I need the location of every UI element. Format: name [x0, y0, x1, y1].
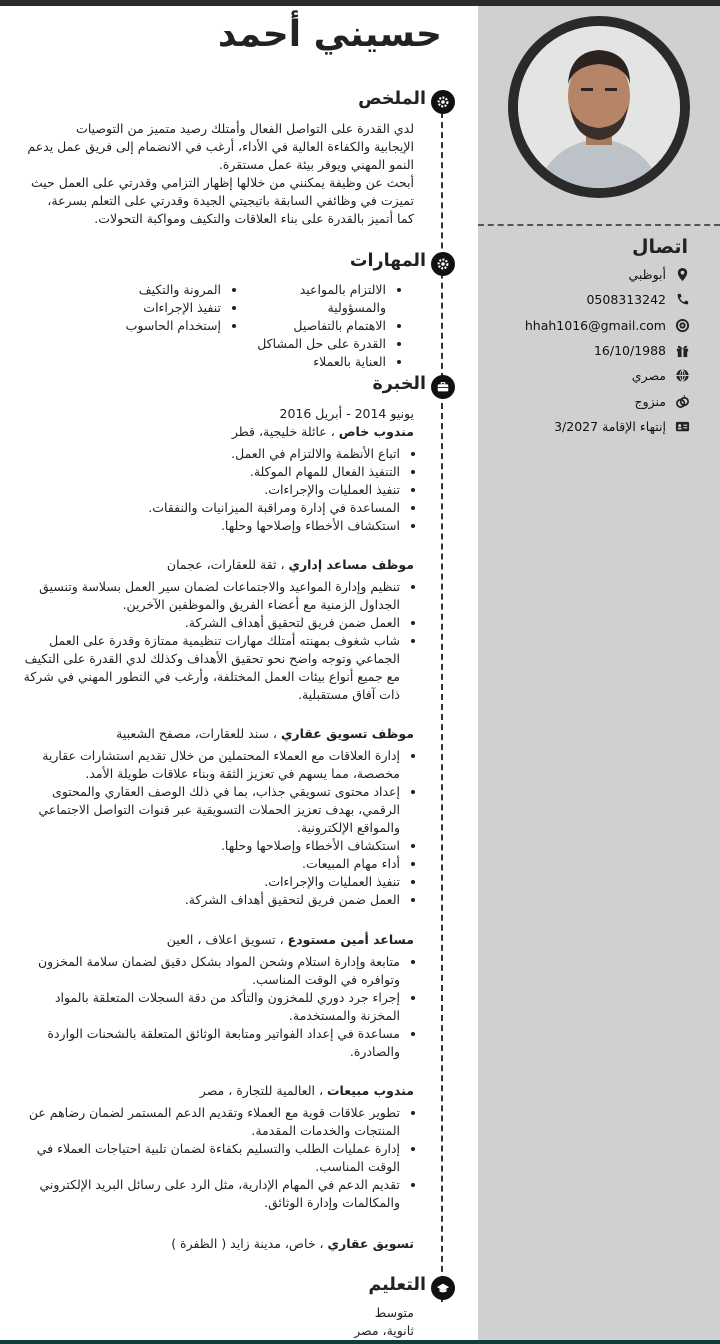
job-bullets — [22, 445, 414, 535]
summary-line: الإيجابية والكفاءة العالية في الأداء، أرغب في الانضمام إلى فريق عمل يدعم — [27, 139, 414, 154]
job-role: موظف مساعد إداري — [288, 557, 414, 572]
skills-list — [84, 281, 414, 371]
job-role: موظف تسويق عقاري — [280, 726, 414, 741]
skills-column-1 — [249, 281, 414, 371]
job-bullet: • مساعدة في إعداد الفواتير ومتابعة الوثائق المتعلقة بالشحنات الواردة والصادرة. — [22, 1025, 400, 1061]
summary-line: تميزت في وظائفي السابقة باتيجيتي الجيدة وقدرتي على التعلم بسرعة، — [47, 193, 414, 208]
job-bullet: • تقديم الدعم في المهام الإدارية، مثل الرد على رسائل البريد الإلكتروني والمكالمات وإدارة الوثائق. — [22, 1176, 400, 1212]
job-bullet: • المساعدة في إدارة ومراقبة الميزانيات والنفقات. — [22, 499, 400, 517]
job-role: مساعد أمين مستودع — [287, 932, 414, 947]
contact-birthdate — [490, 338, 690, 363]
job-4 — [22, 931, 414, 1061]
job-bullet: • إدارة عمليات الطلب والتسليم بكفاءة لضمان تلبية احتياجات العملاء في الوقت المناسب. — [22, 1140, 400, 1176]
job-2 — [22, 556, 414, 704]
job-bullet: • تطوير علاقات قوية مع العملاء وتقديم الدعم المستمر لضمان رضاهم عن المنتجات والخدمات المقدمة. — [22, 1104, 400, 1140]
contact-residency — [490, 414, 690, 439]
summary-line: كما أتميز بالقدرة على بناء العلاقات والتكيف ومواكبة التحولات. — [94, 211, 414, 226]
job-bullet: • استكشاف الأخطاء وإصلاحها وحلها. — [22, 837, 400, 855]
job-5 — [22, 1082, 414, 1212]
job-bullet: • العمل ضمن فريق لتحقيق أهداف الشركة. — [22, 891, 400, 909]
skill-item: • الالتزام بالمواعيد والمسؤولية — [249, 281, 386, 317]
skill-item: • إستخدام الحاسوب — [84, 317, 221, 335]
job-bullet: • تنفيذ العمليات والإجراءات. — [22, 873, 400, 891]
job-heading — [22, 556, 414, 574]
job-bullet: • متابعة وإدارة استلام وشحن المواد بشكل دقيق لضمان سلامة المخزون وتوافره في الوقت المناسب. — [22, 953, 400, 989]
summary-badge — [431, 90, 455, 114]
job-org: ، العالمية للتجارة ، مصر — [199, 1083, 324, 1098]
gift-icon — [674, 343, 690, 359]
contact-list — [490, 262, 690, 439]
job-bullet: • اتباع الأنظمة والالتزام في العمل. — [22, 445, 400, 463]
skill-item: • الاهتمام بالتفاصيل — [249, 317, 386, 335]
gear-icon — [436, 257, 450, 271]
skills-title: المهارات — [349, 251, 426, 271]
job-bullet: • إعداد محتوى تسويقي جذاب، بما في ذلك الوصف العقاري والمحتوى الرقمي، بهدف تعزيز الحملات التسويقية عبر قنوات التواصل الاجتماعي والمواقع الإلكترونية. — [22, 783, 400, 837]
briefcase-icon — [436, 380, 450, 394]
phone-icon — [674, 292, 690, 308]
job-bullets — [22, 1104, 414, 1212]
job-org: ، خاص، مدينة زايد ( الظفرة ) — [171, 1236, 324, 1251]
bottom-bar — [0, 1340, 720, 1344]
education-line: متوسط — [374, 1305, 414, 1320]
job-org: ، تسويق اعلاف ، العين — [166, 932, 284, 947]
summary-line: النمو المهني ويوفر بيئة عمل مستقرة. — [218, 157, 414, 172]
location-icon — [674, 267, 690, 283]
job-bullets — [22, 578, 414, 704]
job-bullet: • التنفيذ الفعال للمهام الموكلة. — [22, 463, 400, 481]
job-bullet: • العمل ضمن فريق لتحقيق أهداف الشركة. — [22, 614, 400, 632]
contact-email — [490, 313, 690, 338]
job-bullet: • أداء مهام المبيعات. — [22, 855, 400, 873]
summary-title: الملخص — [358, 89, 426, 109]
job-role: تسويق عقاري — [327, 1236, 414, 1251]
job-org: ، ثقة للعقارات، عجمان — [166, 557, 285, 572]
job-heading — [22, 725, 414, 743]
contact-nationality — [490, 363, 690, 388]
skill-item: • القدرة على حل المشاكل — [249, 335, 386, 353]
education-badge — [431, 1276, 455, 1300]
education-line: ثانوية، مصر — [354, 1323, 414, 1338]
job-bullet: • تنظيم وإدارة المواعيد والاجتماعات لضمان سير العمل بسلاسة وتنسيق الجداول الزمنية مع أعضاء الفريق والموظفين الآخرين. — [22, 578, 400, 614]
experience-badge — [431, 375, 455, 399]
job-heading — [22, 931, 414, 949]
graduation-cap-icon — [436, 1281, 450, 1295]
skills-column-2 — [84, 281, 249, 371]
contact-phone — [490, 287, 690, 312]
gear-icon — [436, 95, 450, 109]
job-bullet: • إجراء جرد دوري للمخزون والتأكد من دقة السجلات المتعلقة بالمواد المخزنة والمستخدمة. — [22, 989, 400, 1025]
job-role: مندوب خاص — [338, 424, 414, 439]
profile-photo — [518, 26, 680, 188]
job-3 — [22, 725, 414, 909]
summary-line: أبحث عن وظيفة يمكنني من خلالها إظهار التزامي وقدرتي على العمل حيث — [31, 175, 414, 190]
summary-text — [19, 120, 414, 228]
job-bullet: • تنفيذ العمليات والإجراءات. — [22, 481, 400, 499]
sidebar — [478, 6, 720, 1340]
contact-marital-text: منزوج — [634, 393, 666, 409]
skill-item: • العناية بالعملاء — [249, 353, 386, 371]
sidebar-divider — [478, 224, 720, 226]
resume-name: حسيني أحمد — [217, 14, 442, 55]
skill-item: • تنفيذ الإجراءات — [84, 299, 221, 317]
job-bullet: • إدارة العلاقات مع العملاء المحتملين من خلال تقديم استشارات عقارية مخصصة، مما يسهم في تعزيز الثقة وبناء علاقات طويلة الأمد. — [22, 747, 400, 783]
job-org: ، عائلة خليجية، قطر — [231, 424, 335, 439]
job-bullet: • استكشاف الأخطاء وإصلاحها وحلها. — [22, 517, 400, 535]
job-heading — [22, 423, 414, 441]
contact-title: اتصال — [632, 236, 688, 258]
contact-location — [490, 262, 690, 287]
contact-email-text[interactable]: hhah1016@gmail.com — [524, 317, 666, 333]
contact-marital — [490, 388, 690, 413]
globe-icon — [674, 368, 690, 384]
skills-badge — [431, 252, 455, 276]
summary-line: لدي القدرة على التواصل الفعال وأمتلك رصيد متميز من التوصيات — [76, 121, 414, 136]
job-bullets — [22, 747, 414, 909]
education-title: التعليم — [368, 1275, 426, 1295]
job-heading — [22, 1082, 414, 1100]
job-heading — [22, 1235, 414, 1253]
contact-location-text: أبوظبي — [628, 267, 666, 283]
contact-birthdate-text: 16/10/1988 — [593, 343, 666, 359]
contact-residency-text: إنتهاء الإقامة 3/2027 — [554, 418, 666, 434]
job-1 — [22, 405, 414, 535]
skill-item: • المرونة والتكيف — [84, 281, 221, 299]
job-bullets — [22, 953, 414, 1061]
job-bullet: • شاب شغوف بمهنته أمتلك مهارات تنظيمية ممتازة وقدرة على العمل الجماعي وتوجه واضح نحو تحقيق الأهداف وكذلك لدي القدرة على التكيف مع جميع أنواع بيئات العمل المختلفة، وأرغب في التطور المهني في شركة ذات آفاق مستقبلية. — [22, 632, 400, 704]
contact-phone-text[interactable]: 0508313242 — [586, 292, 666, 308]
job-org: ، سند للعقارات، مصفح الشعبية — [116, 726, 277, 741]
at-icon — [674, 317, 690, 333]
job-6 — [22, 1235, 414, 1253]
id-card-icon — [674, 418, 690, 434]
experience-title: الخبرة — [372, 374, 426, 394]
timeline-line — [441, 102, 443, 1302]
contact-nationality-text: مصري — [631, 368, 666, 384]
job-role: مندوب مبيعات — [327, 1083, 414, 1098]
education-list — [354, 1304, 414, 1340]
rings-icon — [674, 393, 690, 409]
job-dates: يونيو 2014 - أبريل 2016 — [279, 406, 414, 421]
